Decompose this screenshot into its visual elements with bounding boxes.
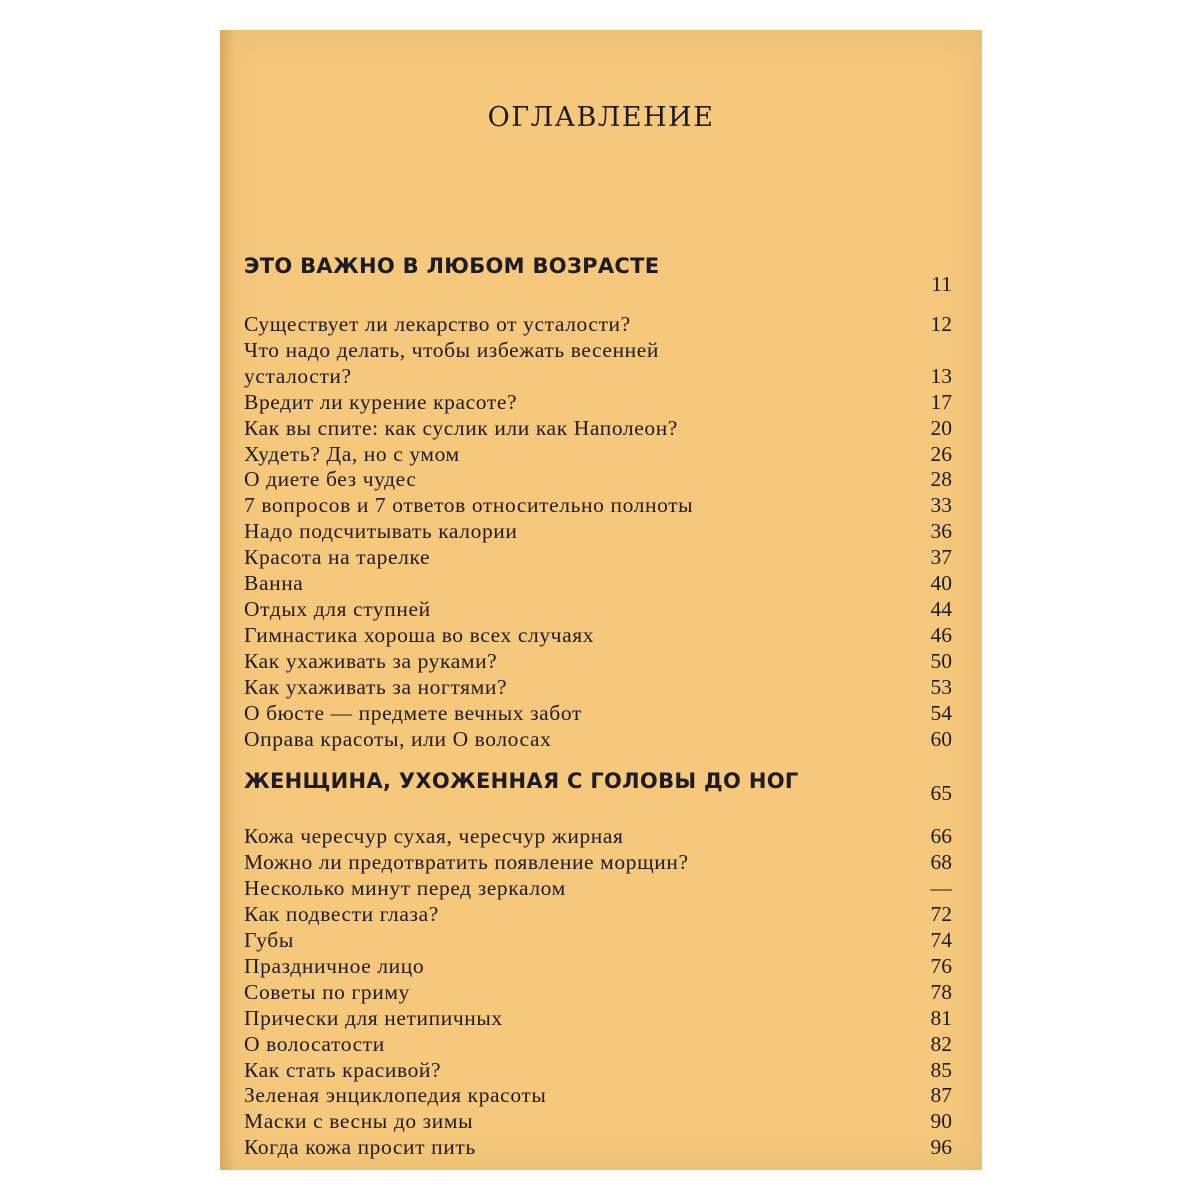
book-page: [220, 30, 982, 1170]
toc-entry-page: 44: [930, 596, 952, 621]
section-page-number: 11: [931, 272, 952, 297]
toc-entry: [244, 442, 952, 468]
toc-entry-page: 26: [930, 441, 952, 466]
toc-entry: [244, 928, 952, 954]
toc-entry-page: 87: [930, 1083, 952, 1108]
toc-entry-label: Надо подсчитывать калории: [244, 519, 518, 544]
toc-entry-label: Существует ли лекарство от усталости?: [244, 312, 631, 336]
toc-entry-page: 66: [930, 824, 952, 849]
toc-entry-label: Вредит ли курение красоте?: [244, 389, 518, 414]
toc-entry: [244, 571, 952, 597]
toc-entry: [244, 902, 952, 928]
section-heading: ЭТО ВАЖНО В ЛЮБОМ ВОЗРАСТЕ: [244, 254, 660, 279]
section-heading-row: [244, 254, 952, 298]
toc-entry: [244, 416, 952, 442]
toc-entry: [244, 545, 952, 571]
toc-entry-label-line2: усталости?: [244, 363, 352, 388]
toc-entry-page: 17: [930, 389, 952, 414]
table-of-contents: [244, 254, 952, 1161]
toc-entry: [244, 1109, 952, 1135]
toc-entry: [244, 727, 952, 753]
toc-entry: [244, 1083, 952, 1109]
toc-entry-page: 40: [930, 571, 952, 596]
toc-entry-label: О диете без чудес: [244, 467, 417, 492]
toc-entry-label: Гимнастика хороша во всех случаях: [244, 622, 595, 647]
toc-entry-page: 53: [930, 674, 952, 699]
toc-entry-label: 7 вопросов и 7 ответов относительно полноты: [244, 493, 694, 518]
section-heading-row: [244, 766, 952, 806]
toc-entry-page: 82: [930, 1031, 952, 1056]
toc-entry: [244, 850, 952, 876]
toc-entry-label: Красота на тарелке: [244, 545, 431, 570]
toc-entry: [244, 519, 952, 545]
toc-entry: [244, 824, 952, 850]
toc-entry-page: 50: [930, 648, 952, 673]
toc-entry-page: 68: [930, 850, 952, 875]
toc-entry-page: 46: [930, 622, 952, 647]
toc-entry-label: Худеть? Да, но с умом: [244, 441, 460, 466]
toc-entry-page: 76: [930, 953, 952, 978]
toc-entry-page: 20: [930, 415, 952, 440]
toc-entry-page: —: [930, 876, 952, 901]
toc-entry: [244, 597, 952, 623]
toc-entry-label: Как ухаживать за ногтями?: [244, 674, 508, 699]
toc-entry-page: 85: [930, 1057, 952, 1082]
toc-entry-label: О волосатости: [244, 1031, 385, 1056]
toc-entry-page: 81: [930, 1005, 952, 1030]
toc-entry-continued: [244, 364, 952, 390]
toc-entry: [244, 1135, 952, 1161]
toc-entry-label: Как ухаживать за руками?: [244, 648, 498, 673]
toc-entry-page: 54: [930, 700, 952, 725]
toc-entry-label: Кожа чересчур сухая, чересчур жирная: [244, 824, 624, 849]
toc-entry: [244, 1006, 952, 1032]
toc-entry-label: Можно ли предотвратить появление морщин?: [244, 850, 689, 875]
toc-entry: [244, 1058, 952, 1084]
page-spine-shadow: [220, 30, 234, 1170]
section-heading: ЖЕНЩИНА, УХОЖЕННАЯ С ГОЛОВЫ ДО НОГ: [244, 768, 799, 793]
toc-entry: [244, 467, 952, 493]
toc-entry-page: 78: [930, 979, 952, 1004]
toc-entry-page: 74: [930, 928, 952, 953]
toc-entry-label: О бюсте — предмете вечных забот: [244, 700, 582, 725]
toc-entry-page: 96: [930, 1135, 952, 1160]
toc-entry: [244, 876, 952, 902]
toc-entry: [244, 623, 952, 649]
toc-entry-page: 37: [930, 545, 952, 570]
toc-entry-label: Как стать красивой?: [244, 1057, 442, 1082]
toc-entry: [244, 338, 952, 390]
toc-entry-label-line1: Что надо делать, чтобы избежать весенней: [244, 337, 660, 362]
toc-entry-page: 90: [930, 1109, 952, 1134]
toc-entry-label: Прически для нетипичных: [244, 1005, 503, 1030]
toc-entry: [244, 954, 952, 980]
toc-entry: [244, 390, 952, 416]
toc-entry-page: 33: [930, 493, 952, 518]
toc-entry: [244, 701, 952, 727]
toc-entry: [244, 1032, 952, 1058]
toc-entry-label: Зеленая энциклопедия красоты: [244, 1083, 547, 1108]
toc-entry-page: 28: [930, 467, 952, 492]
toc-entry: [244, 675, 952, 701]
toc-entry-label: Губы: [244, 928, 294, 953]
section-page-number: 65: [930, 780, 952, 805]
page-title: ОГЛАВЛЕНИЕ: [487, 102, 715, 133]
toc-entry: [244, 493, 952, 519]
toc-entry-page: 13: [930, 363, 952, 388]
toc-entry-label: Отдых для ступней: [244, 596, 431, 621]
toc-entry-label: Как подвести глаза?: [244, 902, 439, 927]
toc-entry-page: 12: [930, 312, 952, 336]
toc-entry-label: Как вы спите: как суслик или как Наполеон?: [244, 415, 678, 440]
toc-entry-page: 36: [930, 519, 952, 544]
toc-entry-label: Ванна: [244, 571, 304, 596]
toc-entry-label: Когда кожа просит пить: [244, 1135, 476, 1160]
toc-entry-label: Праздничное лицо: [244, 953, 425, 978]
toc-entry: [244, 312, 952, 338]
toc-entry-label: Несколько минут перед зеркалом: [244, 876, 566, 901]
toc-entry: [244, 980, 952, 1006]
toc-entry: [244, 649, 952, 675]
toc-entry-label: Маски с весны до зимы: [244, 1109, 474, 1134]
toc-entry-page: 72: [930, 902, 952, 927]
toc-entry-label: Оправа красоты, или О волосах: [244, 726, 552, 751]
toc-entry-page: 60: [930, 726, 952, 751]
toc-entry-label: Советы по гриму: [244, 979, 410, 1004]
